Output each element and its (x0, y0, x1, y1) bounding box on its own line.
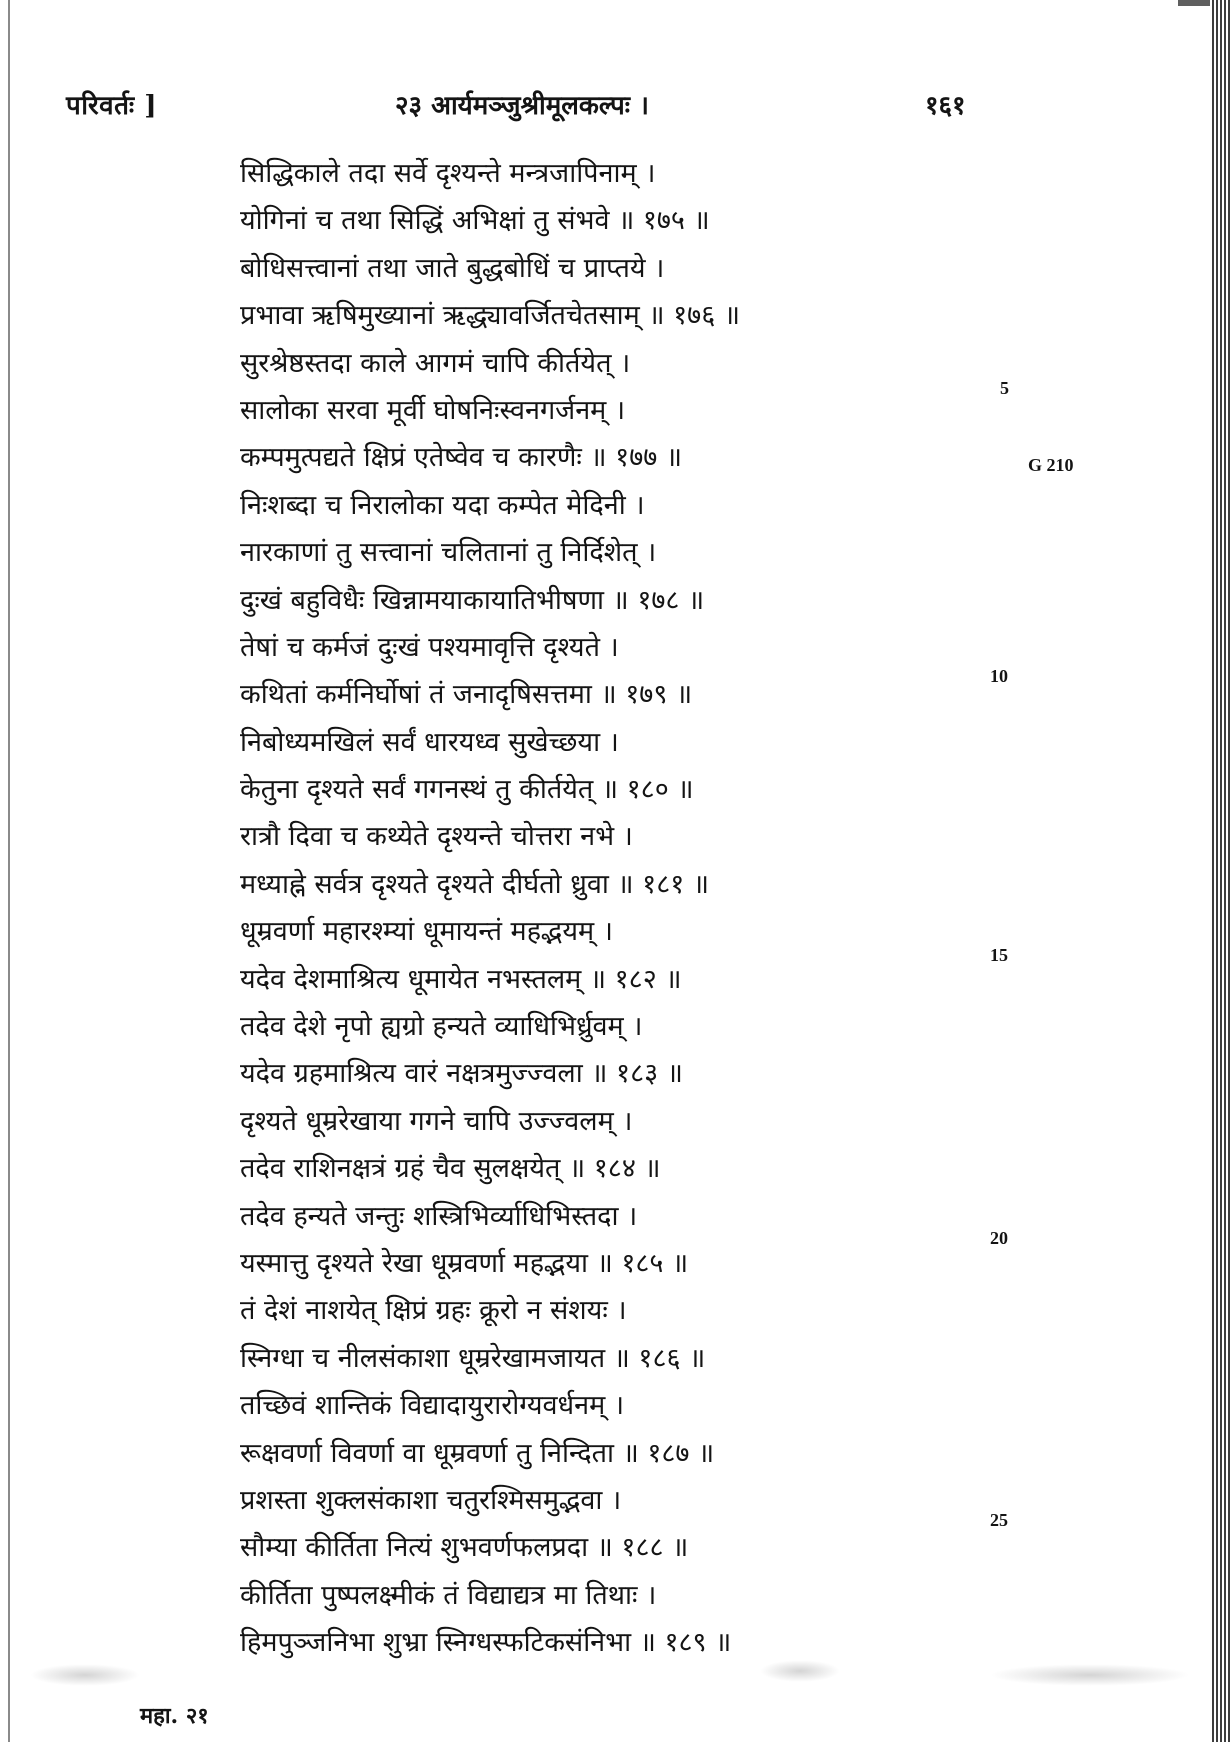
scan-smudge (990, 1664, 1190, 1686)
verse-line: तदेव देशे नृपो ह्यग्रो हन्यते व्याधिभिर्ध्रुवम् । (240, 1011, 643, 1043)
scan-smudge (30, 1664, 140, 1686)
verse-line: योगिनां च तथा सिद्धिं अभिक्षां तु संभवे ॥ १७५ ॥ (240, 205, 710, 237)
margin-line-number: 25 (990, 1510, 1008, 1530)
top-edge-mark (1178, 0, 1210, 6)
verse-line: दृश्यते धूम्ररेखाया गगने चापि उज्ज्वलम् । (240, 1105, 633, 1137)
page-left-edge (8, 0, 10, 1742)
verse-line: निबोध्यमखिलं सर्वं धारयध्व सुखेच्छया । (240, 726, 619, 758)
verse-line: रात्रौ दिवा च कथ्येते दृश्यन्ते चोत्तरा नभे । (240, 821, 633, 853)
margin-line-number: 20 (990, 1228, 1008, 1248)
verse-line: यदेव ग्रहमाश्रित्य वारं नक्षत्रमुज्ज्वला ॥ १८३ ॥ (240, 1058, 683, 1090)
verse-line: प्रशस्ता शुक्लसंकाशा चतुरश्मिसमुद्भवा । (240, 1484, 622, 1516)
verse-line: रूक्षवर्णा विवर्णा वा धूम्रवर्णा तु निन्दिता ॥ १८७ ॥ (240, 1437, 715, 1469)
margin-folio-reference: G 210 (1028, 455, 1074, 475)
margin-line-number: 10 (990, 666, 1008, 686)
verse-line: सिद्धिकाले तदा सर्वे दृश्यन्ते मन्त्रजापिनाम् । (240, 158, 656, 189)
signature-mark: महा. २१ (140, 1703, 209, 1729)
header-chapter-label: परिवर्तः ] (66, 91, 158, 121)
scan-smudge (760, 1660, 840, 1682)
verse-line: सालोका सरवा मूर्वी घोषनिःस्वनगर्जनम् । (240, 394, 626, 426)
verse-line: तदेव राशिनक्षत्रं ग्रहं चैव सुलक्षयेत् ॥ १८४ ॥ (240, 1153, 661, 1185)
verse-line: स्निग्धा च नीलसंकाशा धूम्ररेखामजायत ॥ १८६ ॥ (240, 1342, 706, 1374)
verse-line: सुरश्रेष्ठस्तदा काले आगमं चापि कीर्तयेत् । (240, 347, 631, 379)
verse-line: यस्मात्तु दृश्यते रेखा धूम्रवर्णा महद्भया ॥ १८५ ॥ (240, 1247, 689, 1279)
verse-line: मध्याह्ने सर्वत्र दृश्यते दृश्यते दीर्घतो ध्रुवा ॥ १८१ ॥ (240, 868, 710, 900)
running-header (0, 86, 1232, 126)
verse-line: कथितां कर्मनिर्घोषां तं जनादृषिसत्तमा ॥ १७९ ॥ (240, 679, 693, 711)
verse-line: केतुना दृश्यते सर्वं गगनस्थं तु कीर्तयेत् ॥ १८० ॥ (240, 774, 694, 806)
verse-line: तदेव हन्यते जन्तुः शस्त्रिभिर्व्याधिभिस्तदा । (240, 1200, 638, 1232)
verse-text-block (240, 150, 860, 1667)
page-number: १६१ (925, 91, 966, 121)
margin-line-number: 15 (990, 945, 1008, 965)
verse-line: दुःखं बहुविधैः खिन्नामयाकायातिभीषणा ॥ १७८ ॥ (240, 584, 705, 616)
verse-line: प्रभावा ऋषिमुख्यानां ऋद्ध्यावर्जितचेतसाम् ॥ १७६ ॥ (240, 300, 741, 332)
verse-line: धूम्रवर्णा महारश्म्यां धूमायन्तं महद्भयम् । (240, 916, 613, 948)
verse-line: यदेव देशमाश्रित्य धूमायेत नभस्तलम् ॥ १८२ ॥ (240, 963, 682, 995)
verse-line: बोधिसत्त्वानां तथा जाते बुद्धबोधिं च प्राप्तये । (240, 252, 665, 284)
verse-line: निःशब्दा च निरालोका यदा कम्पेत मेदिनी । (240, 489, 645, 521)
verse-line: तेषां च कर्मजं दुःखं पश्यमावृत्ति दृश्यते । (240, 631, 619, 663)
margin-line-number: 5 (1000, 378, 1009, 398)
verse-line: सौम्या कीर्तिता नित्यं शुभवर्णफलप्रदा ॥ १८८ ॥ (240, 1532, 689, 1564)
page-binding-edge (1212, 0, 1232, 1742)
verse-line: नारकाणां तु सत्त्वानां चलितानां तु निर्दिशेत् । (240, 537, 657, 569)
header-title: २३ आर्यमञ्जुश्रीमूलकल्पः । (395, 91, 649, 121)
verse-line: तं देशं नाशयेत् क्षिप्रं ग्रहः क्रूरो न संशयः । (240, 1295, 627, 1327)
verse-line: कीर्तिता पुष्पलक्ष्मीकं तं विद्याद्यत्र मा तिथाः । (240, 1579, 657, 1611)
verse-line: हिमपुञ्जनिभा शुभ्रा स्निग्धस्फटिकसंनिभा ॥ १८९ ॥ (240, 1627, 732, 1659)
verse-line: तच्छिवं शान्तिकं विद्यादायुरारोग्यवर्धनम् । (240, 1390, 625, 1422)
verse-line: कम्पमुत्पद्यते क्षिप्रं एतेष्वेव च कारणैः ॥ १७७ ॥ (240, 442, 683, 474)
